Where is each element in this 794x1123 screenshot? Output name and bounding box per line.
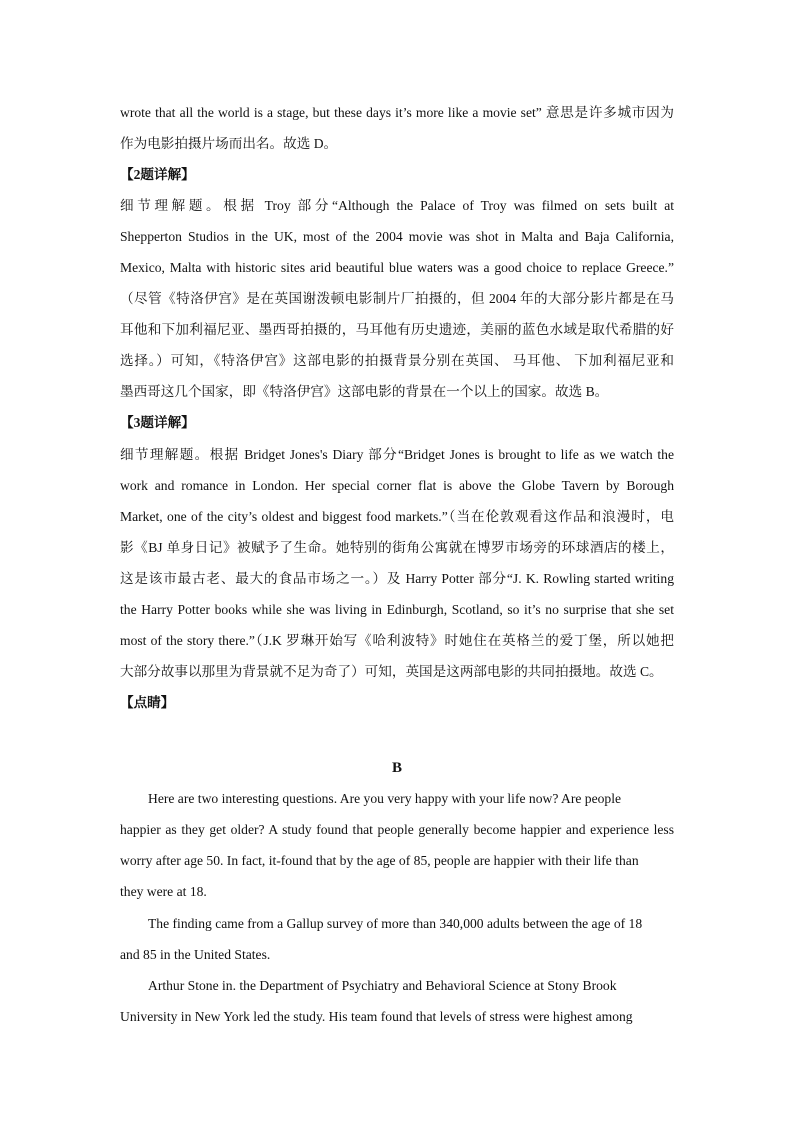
passage-line: and 85 in the United States. [120, 947, 271, 962]
passage-line: The finding came from a Gallup survey of more than 340,000 adults between the age of 18 [148, 916, 643, 931]
text-line: Mexico, Malta with historic sites arid beautiful blue waters was a good choice to replace Greece.” [120, 260, 674, 275]
text-line: 影《BJ 单身日记》被赋予了生命。她特别的街角公寓就在博罗市场旁的环球酒店的楼上， [120, 540, 674, 555]
passage-line: worry after age 50. In fact, it-found that by the age of 85, people are happier with their life than [120, 853, 639, 868]
passage-line: Arthur Stone in. the Department of Psychiatry and Behavioral Science at Stony Brook [148, 978, 617, 993]
passage-line: University in New York led the study. His team found that levels of stress were highest among [120, 1009, 633, 1024]
passage-line: happier as they get older? A study found that people generally become happier and experience less [120, 822, 674, 837]
section-heading: 【2题详解】 [120, 167, 195, 182]
section-heading: 【点睛】 [120, 695, 175, 710]
text-line: 墨西哥这几个国家，即《特洛伊宫》这部电影的背景在一个以上的国家。故选 B。 [120, 384, 609, 399]
passage-line: Here are two interesting questions. Are you very happy with your life now? Are people [148, 791, 622, 806]
section-heading: 【3题详解】 [120, 415, 195, 430]
text-line: 细节理解题。根据 Troy 部分“Although the Palace of Troy was filmed on sets built at [120, 198, 674, 213]
text-line: 耳他和下加利福尼亚、墨西哥拍摄的，马耳他有历史遗迹，美丽的蓝色水域是取代希腊的好 [120, 322, 674, 337]
text-line: the Harry Potter books while she was living in Edinburgh, Scotland, so it’s no surprise that she set [120, 602, 674, 617]
passage-line: they were at 18. [120, 884, 207, 899]
text-line: 大部分故事以那里为背景就不足为奇了）可知，英国是这两部电影的共同拍摄地。故选 C。 [120, 664, 663, 679]
text-line: Market, one of the city’s oldest and biggest food markets.”（当在伦敦观看这作品和浪漫时，电 [120, 509, 674, 524]
text-line: wrote that all the world is a stage, but these days it’s more like a movie set” 意思是许多城市因为 [120, 105, 674, 120]
text-line: most of the story there.”（J.K 罗琳开始写《哈利波特》时她住在英格兰的爱丁堡，所以她把 [120, 633, 674, 648]
section-title: B [391, 760, 402, 776]
text-line: 作为电影拍摄片场而出名。故选 D。 [120, 136, 338, 151]
text-line: work and romance in London. Her special corner flat is above the Globe Tavern by Borough [120, 478, 674, 493]
text-line: Shepperton Studios in the UK, most of the 2004 movie was shot in Malta and Baja California, [120, 229, 674, 244]
text-line: 这是该市最古老、最大的食品市场之一。）及 Harry Potter 部分“J. K. Rowling started writing [120, 571, 674, 586]
text-line: 选择。）可知，《特洛伊宫》这部电影的拍摄背景分别在英国、 马耳他、 下加利福尼亚和 [120, 353, 674, 368]
text-line: （尽管《特洛伊宫》是在英国谢泼顿电影制片厂拍摄的，但 2004 年的大部分影片都是在马 [120, 291, 674, 306]
text-line: 细节理解题。根据 Bridget Jones's Diary 部分“Bridget Jones is brought to life as we watch the [120, 447, 674, 462]
